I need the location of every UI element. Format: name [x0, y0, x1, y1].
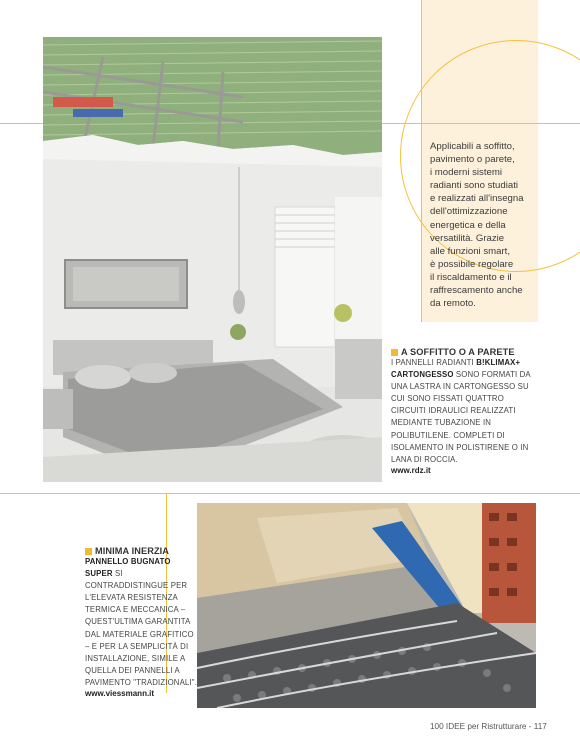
box-title: A SOFFITTO O A PARETE	[391, 347, 536, 357]
square-bullet-icon	[391, 349, 398, 356]
intro-text: Applicabili a soffitto, pavimento o parete, i moderni sistemi radianti sono studiati e realizzati all'insegna dell'ottimizzazione energetica e della versatilità. Grazie alle funzioni smart, è possibile regolare il riscaldamento e il raffrescamento anche da remoto.	[430, 141, 524, 310]
divider-line	[421, 0, 422, 322]
floor-panel-photo	[197, 503, 536, 708]
box-body: PANNELLO BUGNATO SUPER SI CONTRADDISTINGUE PER L'ELEVATA RESISTENZA TERMICA E MECCANICA – QUEST'ULTIMA GARANTITA DAL MATERIALE GRAFITICO – E PER LA SEMPLICITÀ DI INSTALLAZIONE, SIMILE A QUELLA DEI PANNELLI A PAVIMENTO "TRADIZIONALI".	[85, 557, 197, 687]
box-title: MINIMA INERZIA	[85, 546, 197, 556]
product-box-ceiling	[391, 347, 536, 475]
divider-line	[0, 493, 580, 494]
box-body: I PANNELLI RADIANTI B!KLIMAX+ CARTONGESSO SONO FORMATI DA UNA LASTRA IN CARTONGESSO SU CUI SONO FISSATI QUATTRO CIRCUITI IDRAULICI REALIZZATI MEDIANTE TUBAZIONE IN POLIBUTILENE. COMPLETI DI ISOLAMENTO IN POLISTIRENE O IN LANA DI ROCCIA.	[391, 358, 531, 464]
page-footer: 100 IDEE per Ristrutturare - 117	[430, 722, 547, 731]
square-bullet-icon	[85, 548, 92, 555]
bedroom-photo	[43, 37, 382, 482]
website-link[interactable]: www.viessmann.it	[85, 689, 155, 699]
website-link[interactable]: www.rdz.it	[391, 465, 431, 475]
product-box-floor	[85, 546, 197, 698]
